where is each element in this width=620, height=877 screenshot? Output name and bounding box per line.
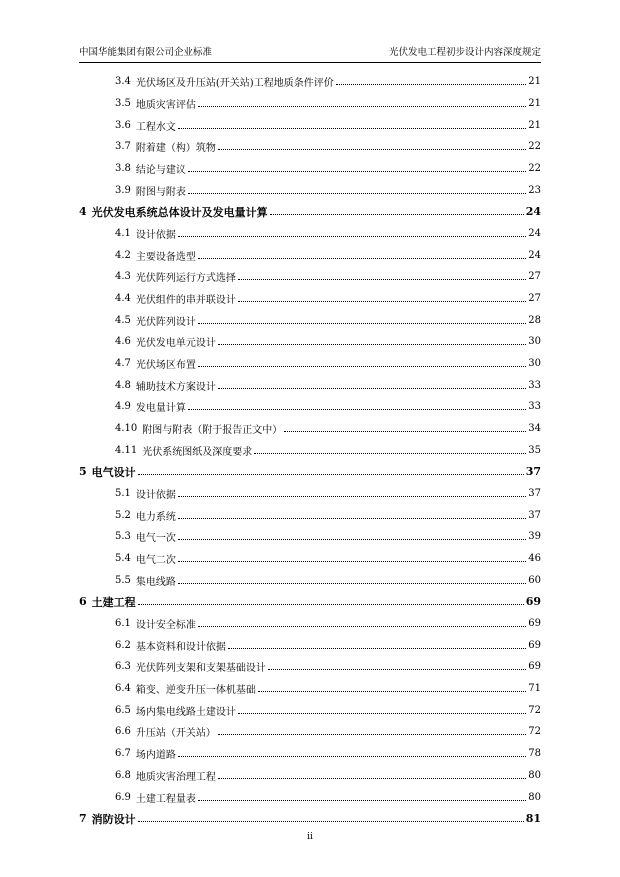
toc-entry-page: 33 <box>528 379 541 391</box>
toc-section-entry[interactable] <box>79 765 541 787</box>
toc-entry-number: 6.2 <box>115 639 131 651</box>
toc-entry-title: 场内集电线路土建设计 <box>135 706 236 718</box>
toc-dot-leader <box>218 149 526 150</box>
header-rule <box>79 62 541 63</box>
page-number: ii <box>307 832 313 842</box>
toc-entry-page: 23 <box>528 184 541 196</box>
toc-section-entry[interactable] <box>79 439 541 461</box>
toc-entry-number: 4.5 <box>115 314 131 326</box>
toc-entry-title: 光伏阵列支架和支架基础设计 <box>135 663 266 675</box>
toc-entry-page: 34 <box>528 423 541 435</box>
toc-dot-leader <box>254 453 526 454</box>
toc-entry-title: 箱变、逆变升压一体机基础 <box>135 685 256 697</box>
toc-entry-title: 附图与附表（附于报告正文中） <box>142 425 283 437</box>
toc-dot-leader <box>198 323 526 324</box>
toc-entry-page: 24 <box>528 249 541 261</box>
toc-entry-page: 33 <box>528 401 541 413</box>
toc-entry-page: 72 <box>528 726 541 738</box>
toc-section-entry[interactable] <box>79 418 541 440</box>
toc-entry-page: 27 <box>528 293 541 305</box>
toc-entry-page: 69 <box>528 639 541 651</box>
toc-entry-title: 场内道路 <box>135 750 176 762</box>
toc-entry-number: 7 <box>79 812 87 826</box>
toc-dot-leader <box>270 214 524 215</box>
toc-entry-page: 35 <box>528 444 541 456</box>
toc-entry-title: 集电线路 <box>135 576 176 588</box>
toc-dot-leader <box>218 778 526 779</box>
toc-entry-page: 37 <box>525 465 541 479</box>
toc-entry-number: 6.4 <box>115 683 131 695</box>
toc-dot-leader <box>238 713 526 714</box>
toc-dot-leader <box>188 171 526 172</box>
toc-dot-leader <box>178 496 526 497</box>
toc-section-entry[interactable] <box>79 114 541 136</box>
toc-section-entry[interactable] <box>79 93 541 115</box>
toc-entry-page: 24 <box>525 205 541 219</box>
toc-entry-title: 附着建（构）筑物 <box>135 143 216 155</box>
toc-entry-title: 主要设备选型 <box>135 251 196 263</box>
toc-entry-number: 4.7 <box>115 358 131 370</box>
toc-entry-page: 27 <box>528 271 541 283</box>
toc-section-entry[interactable] <box>79 71 541 93</box>
toc-entry-number: 6.3 <box>115 661 131 673</box>
toc-section-entry[interactable] <box>79 613 541 635</box>
toc-entry-number: 4.6 <box>115 336 131 348</box>
toc-dot-leader <box>178 583 526 584</box>
toc-entry-title: 光伏组件的串并联设计 <box>135 295 236 307</box>
toc-section-entry[interactable] <box>79 136 541 158</box>
toc-dot-leader <box>178 518 526 519</box>
toc-entry-page: 37 <box>528 509 541 521</box>
toc-section-entry[interactable] <box>79 526 541 548</box>
toc-entry-page: 46 <box>528 553 541 565</box>
toc-entry-number: 4.4 <box>115 293 131 305</box>
toc-entry-number: 5.3 <box>115 531 131 543</box>
toc-entry-title: 电气设计 <box>91 465 136 479</box>
toc-section-entry[interactable] <box>79 158 541 180</box>
toc-entry-number: 6.6 <box>115 726 131 738</box>
toc-entry-title: 土建工程 <box>91 595 136 609</box>
toc-section-entry[interactable] <box>79 288 541 310</box>
toc-dot-leader <box>238 279 526 280</box>
toc-chapter-entry[interactable] <box>79 808 541 830</box>
toc-section-entry[interactable] <box>79 223 541 245</box>
toc-entry-page: 30 <box>528 336 541 348</box>
toc-entry-number: 3.6 <box>115 119 131 131</box>
toc-chapter-entry[interactable] <box>79 461 541 483</box>
toc-entry-title: 光伏阵列设计 <box>135 316 196 328</box>
toc-section-entry[interactable] <box>79 569 541 591</box>
toc-entry-title: 附图与附表 <box>135 186 186 198</box>
toc-entry-title: 消防设计 <box>91 812 136 826</box>
toc-entry-page: 60 <box>528 574 541 586</box>
toc-entry-page: 72 <box>528 704 541 716</box>
toc-entry-title: 光伏发电系统总体设计及发电量计算 <box>91 205 268 219</box>
toc-entry-page: 24 <box>528 228 541 240</box>
toc-entry-page: 22 <box>528 163 541 175</box>
toc-section-entry[interactable] <box>79 244 541 266</box>
toc-entry-page: 22 <box>528 141 541 153</box>
toc-entry-title: 光伏系统图纸及深度要求 <box>142 446 253 458</box>
toc-dot-leader <box>284 431 526 432</box>
header-left-text: 中国华能集团有限公司企业标准 <box>79 47 213 58</box>
toc-entry-number: 6.8 <box>115 769 131 781</box>
toc-entry-number: 4.1 <box>115 228 131 240</box>
toc-dot-leader <box>178 236 526 237</box>
toc-dot-leader <box>178 539 526 540</box>
toc-entry-title: 结论与建议 <box>135 165 186 177</box>
toc-entry-title: 辅助技术方案设计 <box>135 381 216 393</box>
toc-dot-leader <box>138 604 524 605</box>
toc-dot-leader <box>238 301 526 302</box>
toc-dot-leader <box>268 669 526 670</box>
toc-entry-title: 光伏发电单元设计 <box>135 338 216 350</box>
toc-entry-title: 设计依据 <box>135 230 176 242</box>
toc-dot-leader <box>188 193 526 194</box>
toc-entry-number: 3.5 <box>115 98 131 109</box>
table-of-contents <box>79 71 541 830</box>
toc-entry-title: 土建工程量表 <box>135 793 196 805</box>
toc-entry-page: 69 <box>528 618 541 630</box>
toc-entry-page: 39 <box>528 531 541 543</box>
toc-dot-leader <box>178 128 526 129</box>
toc-dot-leader <box>178 756 526 757</box>
toc-section-entry[interactable] <box>79 548 541 570</box>
toc-dot-leader <box>228 648 526 649</box>
toc-entry-number: 3.4 <box>115 76 131 88</box>
toc-dot-leader <box>138 821 524 822</box>
toc-entry-title: 电气一次 <box>135 533 176 545</box>
toc-section-entry[interactable] <box>79 483 541 505</box>
toc-section-entry[interactable] <box>79 374 541 396</box>
toc-section-entry[interactable] <box>79 656 541 678</box>
toc-section-entry[interactable] <box>79 266 541 288</box>
toc-entry-number: 6.5 <box>115 704 131 716</box>
toc-entry-number: 3.7 <box>115 141 131 153</box>
toc-entry-page: 37 <box>528 488 541 500</box>
toc-entry-number: 4.11 <box>115 444 138 456</box>
toc-entry-title: 地质灾害治理工程 <box>135 771 216 783</box>
toc-entry-number: 4.2 <box>115 249 131 261</box>
toc-dot-leader <box>198 258 526 259</box>
toc-entry-title: 设计安全标准 <box>135 620 196 632</box>
toc-dot-leader <box>178 561 526 562</box>
toc-dot-leader <box>188 409 526 410</box>
toc-entry-title: 电气二次 <box>135 555 176 567</box>
toc-entry-number: 4 <box>79 205 87 219</box>
toc-section-entry[interactable] <box>79 699 541 721</box>
toc-entry-page: 78 <box>528 748 541 760</box>
toc-entry-number: 5 <box>79 465 87 479</box>
toc-dot-leader <box>198 626 526 627</box>
toc-section-entry[interactable] <box>79 179 541 201</box>
toc-dot-leader <box>138 474 524 475</box>
page-header <box>79 44 541 58</box>
toc-section-entry[interactable] <box>79 331 541 353</box>
toc-entry-page: 69 <box>525 595 541 609</box>
toc-dot-leader <box>258 691 526 692</box>
toc-entry-page: 81 <box>525 812 541 826</box>
toc-section-entry[interactable] <box>79 743 541 765</box>
toc-entry-page: 80 <box>528 769 541 781</box>
toc-entry-number: 3.9 <box>115 184 131 196</box>
toc-entry-page: 30 <box>528 358 541 370</box>
toc-entry-number: 5.5 <box>115 574 131 586</box>
toc-entry-page: 28 <box>528 314 541 326</box>
toc-entry-number: 6.9 <box>115 791 131 803</box>
toc-entry-title: 基本资料和设计依据 <box>135 641 226 653</box>
toc-entry-page: 69 <box>528 661 541 673</box>
toc-entry-title: 设计依据 <box>135 490 176 502</box>
toc-entry-number: 6 <box>79 595 87 609</box>
toc-entry-title: 电力系统 <box>135 511 176 523</box>
toc-entry-number: 3.8 <box>115 163 131 175</box>
toc-entry-title: 发电量计算 <box>135 403 186 415</box>
toc-entry-number: 4.10 <box>115 423 138 435</box>
toc-entry-number: 5.4 <box>115 553 131 565</box>
toc-entry-page: 21 <box>528 119 541 131</box>
toc-entry-page: 21 <box>528 98 541 109</box>
toc-dot-leader <box>198 366 526 367</box>
toc-entry-title: 光伏场区布置 <box>135 360 196 372</box>
toc-entry-number: 6.7 <box>115 748 131 760</box>
toc-entry-number: 4.8 <box>115 379 131 391</box>
toc-entry-number: 5.1 <box>115 488 131 500</box>
toc-entry-title: 升压站（开关站） <box>135 728 216 740</box>
toc-dot-leader <box>218 734 526 735</box>
toc-entry-page: 21 <box>528 76 541 88</box>
toc-section-entry[interactable] <box>79 786 541 808</box>
toc-entry-number: 4.3 <box>115 271 131 283</box>
toc-dot-leader <box>336 84 527 85</box>
toc-section-entry[interactable] <box>79 353 541 375</box>
toc-section-entry[interactable] <box>79 678 541 700</box>
toc-entry-title: 光伏阵列运行方式选择 <box>135 273 236 285</box>
toc-entry-page: 71 <box>528 683 541 695</box>
toc-section-entry[interactable] <box>79 396 541 418</box>
toc-chapter-entry[interactable] <box>79 591 541 613</box>
toc-section-entry[interactable] <box>79 309 541 331</box>
toc-dot-leader <box>218 344 526 345</box>
toc-dot-leader <box>198 800 526 801</box>
toc-entry-number: 4.9 <box>115 401 131 413</box>
toc-section-entry[interactable] <box>79 634 541 656</box>
toc-dot-leader <box>218 388 526 389</box>
toc-section-entry[interactable] <box>79 504 541 526</box>
toc-entry-title: 光伏场区及升压站(开关站)工程地质条件评价 <box>135 78 334 90</box>
toc-entry-number: 5.2 <box>115 509 131 521</box>
header-right-text: 光伏发电工程初步设计内容深度规定 <box>388 47 541 58</box>
toc-entry-title: 地质灾害评估 <box>135 100 196 111</box>
toc-entry-title: 工程水文 <box>135 121 176 133</box>
toc-chapter-entry[interactable] <box>79 201 541 223</box>
toc-entry-page: 80 <box>528 791 541 803</box>
toc-entry-number: 6.1 <box>115 618 131 630</box>
toc-section-entry[interactable] <box>79 721 541 743</box>
toc-dot-leader <box>198 106 526 107</box>
